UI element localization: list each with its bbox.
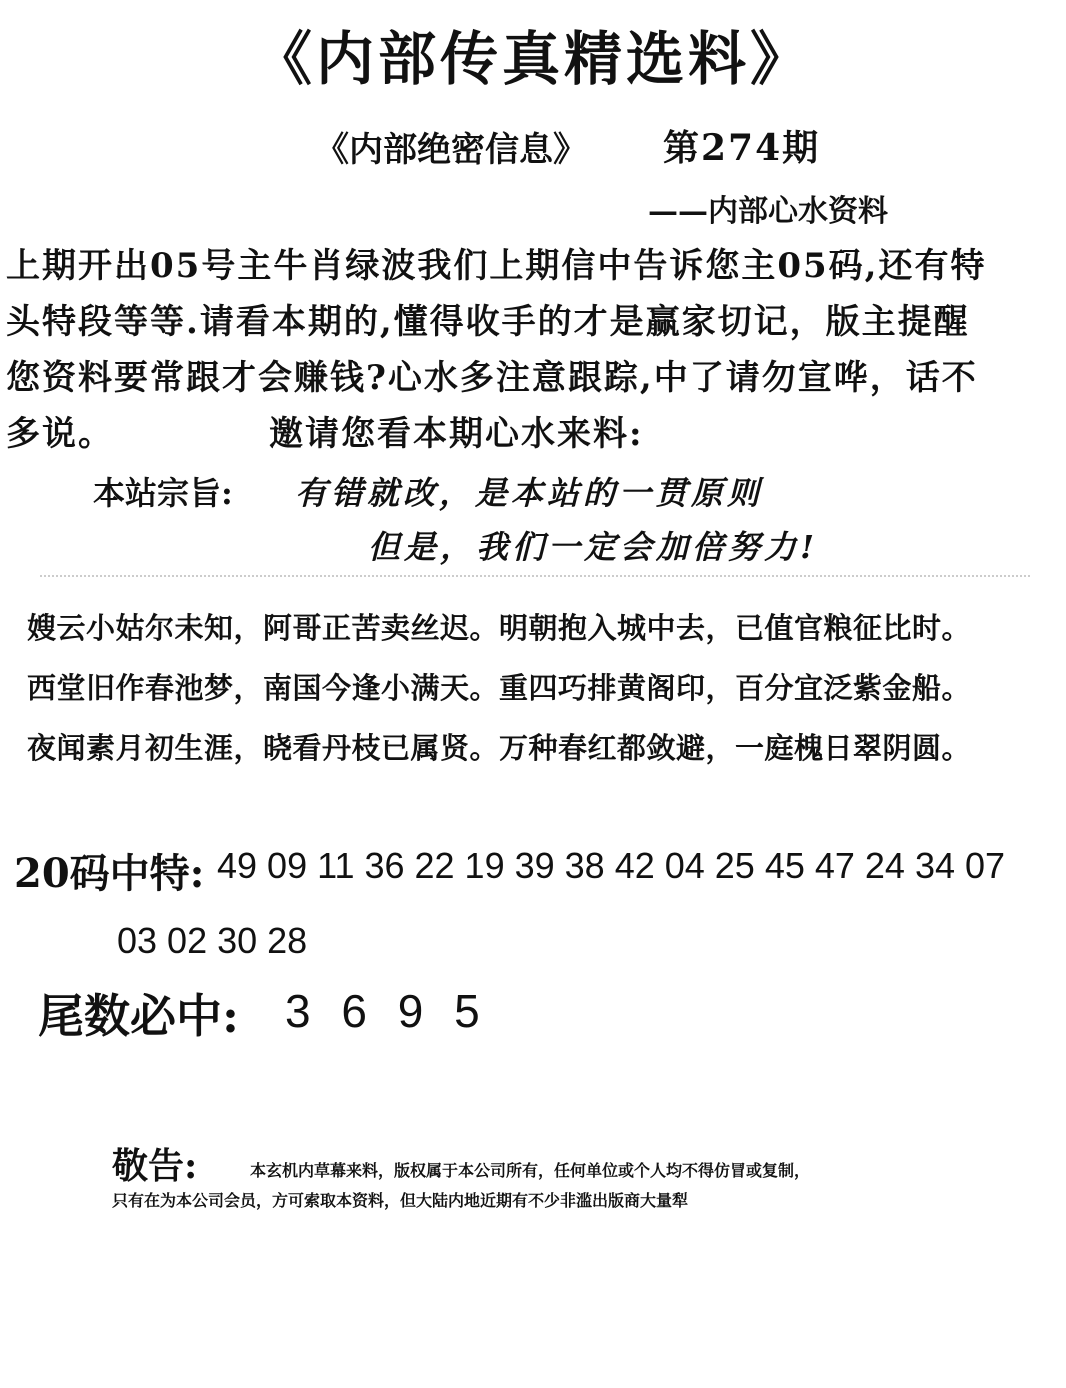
motto-line-2: 但是，我们一定会加倍努力! (368, 528, 819, 566)
page-title: 《内部传真精选料》 (253, 25, 812, 93)
motto-label: 本站宗旨: (93, 474, 233, 512)
intro-paragraph (6, 238, 1060, 462)
numbers-label: 20码中特: (14, 850, 205, 897)
intro-line-1: 上期开出05号主牛肖绿波我们上期信中告诉您主05码,还有特 (6, 246, 987, 286)
motto-line-1: 有错就改，是本站的一贯原则 (295, 474, 764, 512)
notice-label: 敬告: (112, 1145, 198, 1187)
divider (40, 575, 1030, 577)
intro-line-3: 您资料要常跟才会赚钱?心水多注意跟踪,中了请勿宣哗，话不 (6, 358, 978, 398)
intro-line-4 (6, 406, 1060, 462)
invite-text: 邀请您看本期心水来料: (269, 414, 644, 454)
tail-label: 尾数必中: (38, 989, 239, 1043)
poem-line-3: 夜闻素月初生涯，晓看丹枝已属贤。万种春红都敛避，一庭槐日翠阴圆。 (27, 731, 972, 765)
poem-line-2: 西堂旧作春池梦，南国今逢小满天。重四巧排黄阁印，百分宜泛紫金船。 (27, 671, 972, 705)
numbers-line-1: 49 09 11 36 22 19 39 38 42 04 25 45 47 24 34 07 (217, 845, 1006, 886)
notice-line-2: 只有在为本公司会员，方可索取本资料，但大陆内地近期有不少非滥出版商大量犁 (112, 1191, 689, 1210)
numbers-line-2: 03 02 30 28 (117, 920, 308, 961)
intro-line-2: 头特段等等.请看本期的,懂得收手的才是赢家切记，版主提醒 (6, 302, 970, 342)
notice-line-1: 本玄机内草幕来料，版权属于本公司所有，任何单位或个人均不得仿冒或复制， (250, 1161, 811, 1180)
poem-line-1: 嫂云小姑尔未知，阿哥正苦卖丝迟。明朝抱入城中去，已值官粮征比时。 (27, 611, 972, 645)
intro-line-4-text: 多说。 (6, 414, 114, 454)
subtitle: 《内部绝密信息》 (315, 130, 587, 170)
source-label: ——内部心水资料 (648, 194, 888, 229)
tail-values: 3 6 9 5 (285, 985, 482, 1037)
issue-number: 第274期 (663, 127, 821, 169)
